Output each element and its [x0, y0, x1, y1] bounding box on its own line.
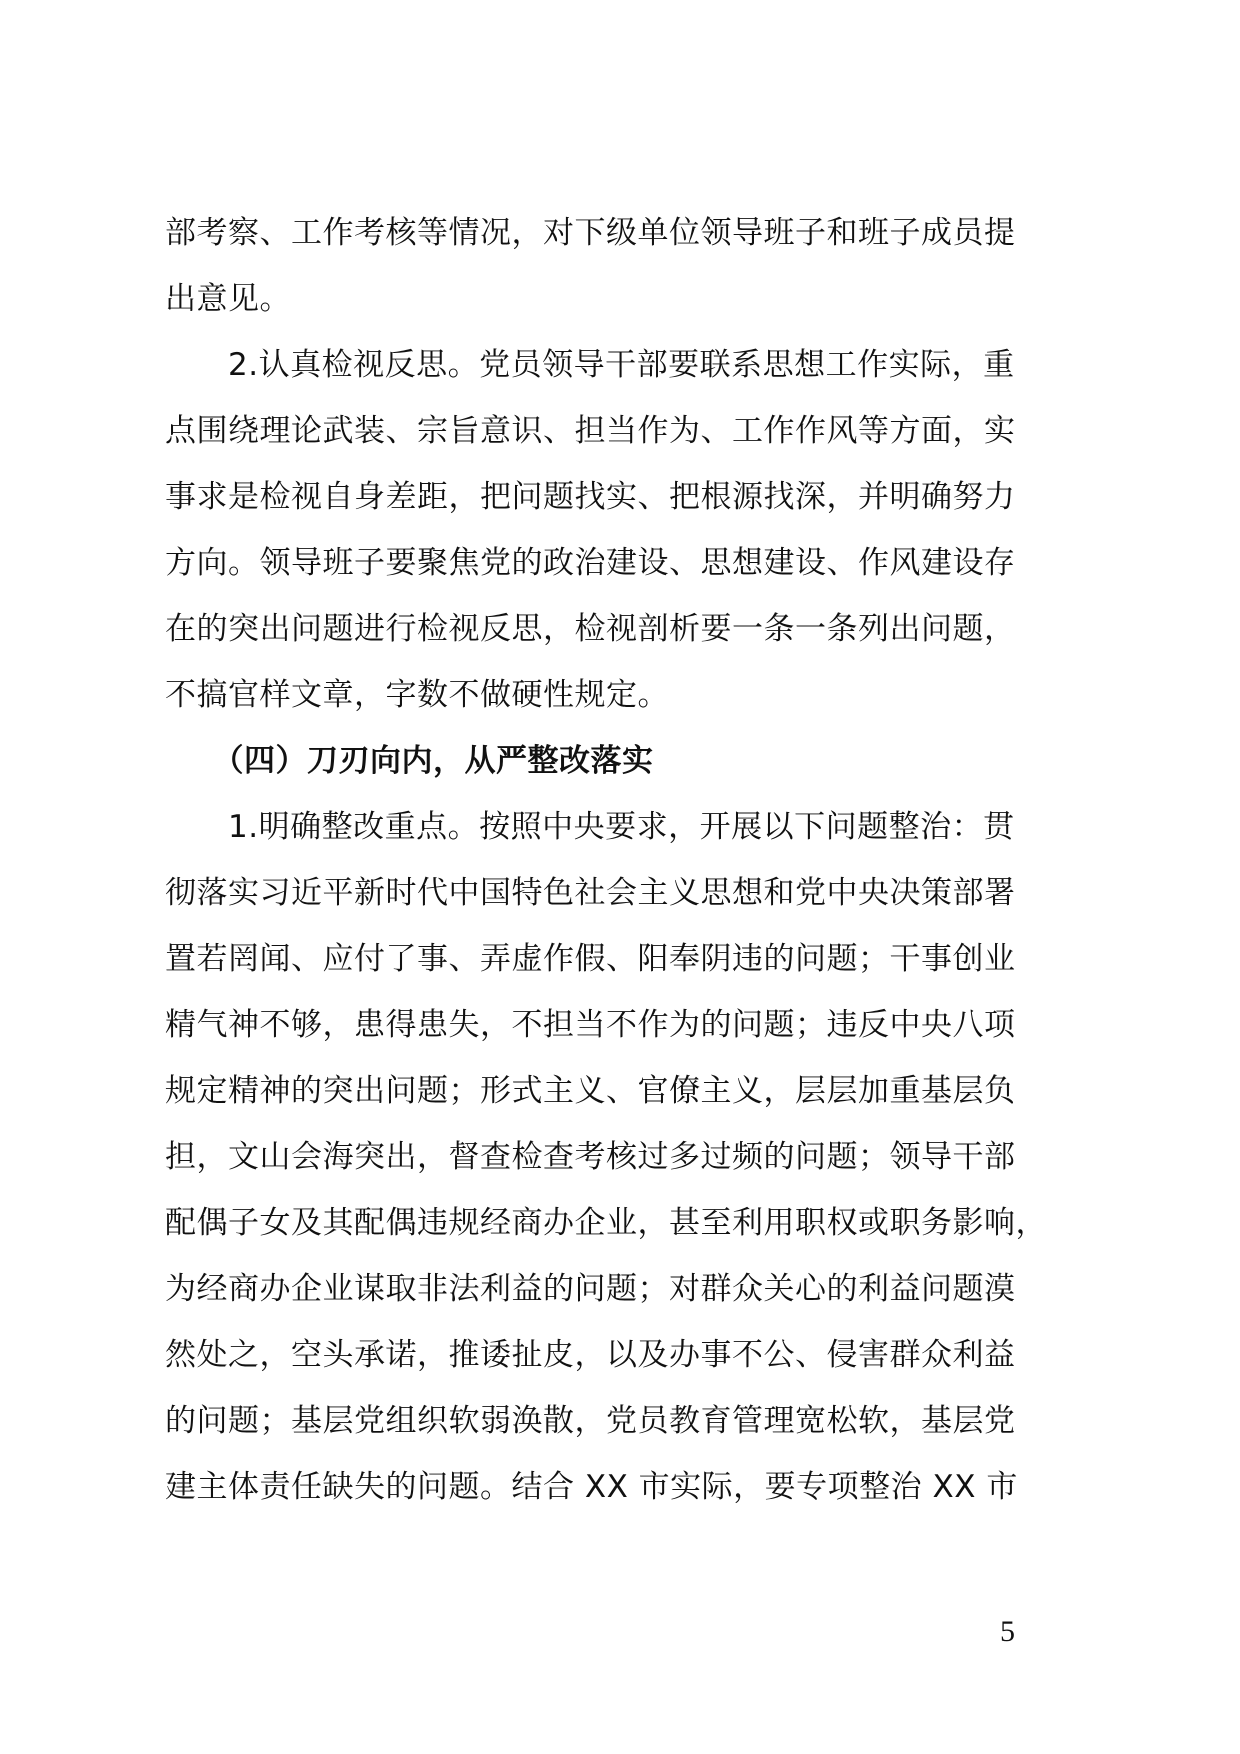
body-text-line: 事求是检视自身差距，把问题找实、把根源找深，并明确努力 [165, 479, 1016, 515]
body-text-line: 部考察、工作考核等情况，对下级单位领导班子和班子成员提 [165, 215, 1016, 251]
body-text-line: 在的突出问题进行检视反思，检视剖析要一条一条列出问题， [165, 611, 1016, 647]
body-text-line: 不搞官样文章，字数不做硬性规定。 [165, 677, 669, 713]
body-text-line: 然处之，空头承诺，推诿扯皮，以及办事不公、侵害群众利益 [165, 1337, 1016, 1373]
body-text-line: 2.认真检视反思。党员领导干部要联系思想工作实际，重 [165, 347, 1015, 383]
body-text-line: 彻落实习近平新时代中国特色社会主义思想和党中央决策部署 [165, 875, 1016, 911]
body-text-line: 置若罔闻、应付了事、弄虚作假、阳奉阴违的问题；干事创业 [165, 941, 1016, 977]
body-text-line: 规定精神的突出问题；形式主义、官僚主义，层层加重基层负 [165, 1073, 1016, 1109]
body-text-line: 的问题；基层党组织软弱涣散，党员教育管理宽松软，基层党 [165, 1403, 1016, 1439]
body-text-line: 担，文山会海突出，督查检查考核过多过频的问题；领导干部 [165, 1139, 1016, 1175]
body-text-line: 1.明确整改重点。按照中央要求，开展以下问题整治：贯 [165, 809, 1015, 845]
section-heading: （四）刀刃向内，从严整改落实 [165, 743, 654, 779]
body-text-line: 为经商办企业谋取非法利益的问题；对群众关心的利益问题漠 [165, 1271, 1016, 1307]
body-text-line: 精气神不够，患得患失，不担当不作为的问题；违反中央八项 [165, 1007, 1016, 1043]
body-text-line: 出意见。 [165, 281, 291, 317]
page-number: 5 [1000, 1615, 1015, 1648]
body-text-line: 点围绕理论武装、宗旨意识、担当作为、工作作风等方面，实 [165, 413, 1016, 449]
body-text-line: 配偶子女及其配偶违规经商办企业，甚至利用职权或职务影响， [165, 1205, 1047, 1241]
body-text-line: 方向。领导班子要聚焦党的政治建设、思想建设、作风建设存 [165, 545, 1016, 581]
body-text-line: 建主体责任缺失的问题。结合 XX 市实际，要专项整治 XX 市 [165, 1469, 1018, 1505]
